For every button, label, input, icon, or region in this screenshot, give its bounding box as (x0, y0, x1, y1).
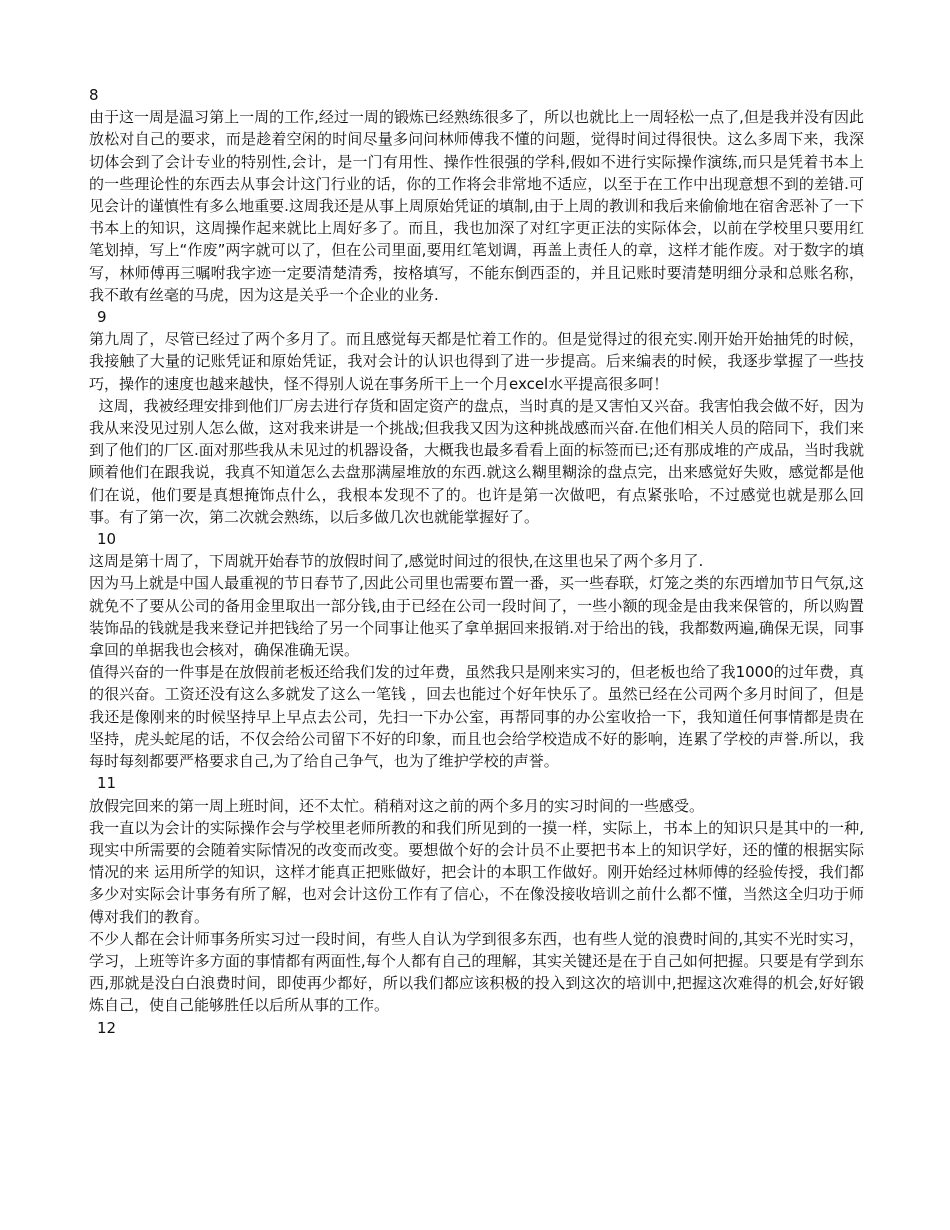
section-number: 12 (97, 1018, 117, 1037)
paragraph: 放假完回来的第一周上班时间，还不太忙。稍稍对这之前的两个多月的实习时间的一些感受。 (89, 796, 705, 815)
paragraph: 我一直以为会计的实际操作会与学校里老师所教的和我们所见到的一摸一样，实际上，书本上的知识只是其中的一种,现实中所需要的会随着实际情况的改变而改变。要想做个好的会计员不止要把书本上的知识学好，还的懂的根据实际情况的来 运用所学的知识，这样才能真正把账做好，把会计的本职工作做好。刚开始经过林师傅的经验传授，我们都多少对实际会计事务有所了解，也对会计这份工作有了信心，不在像没接收培训之前什么都不懂，当然这全归功于师傅对我们的教育。 (89, 818, 864, 926)
paragraph: 第九周了，尽管已经过了两个多月了。而且感觉每天都是忙着工作的。但是觉得过的很充实.刚开始开始抽凭的时候，我接触了大量的记账凭证和原始凭证，我对会计的认识也得到了进一步提高。后来编表的时候，我逐步掌握了一些技巧，操作的速度也越来越快，怪不得别人说在事务所干上一个月excel水平提高很多呵！ (89, 330, 864, 393)
paragraph: 因为马上就是中国人最重视的节日春节了,因此公司里也需要布置一番，买一些春联，灯笼之类的东西增加节日气氛,这就免不了要从公司的备用金里取出一部分钱,由于已经在公司一段时间了，一些小额的现金是由我来保管的，所以购置装饰品的钱就是我来登记并把钱给了另一个同事让他买了拿单据回来报销.对于给出的钱，我都数两遍,确保无误，同事拿回的单据我也会核对，确保准确无误。 (89, 574, 864, 660)
section-number: 8 (89, 86, 99, 104)
paragraph: 值得兴奋的一件事是在放假前老板还给我们发的过年费，虽然我只是刚来实习的，但老板也给了我1000的过年费，真的很兴奋。工资还没有这么多就发了这么一笔钱 ，回去也能过个好年快乐了。虽然已经在公司两个多月时间了，但是我还是像刚来的时候坚持早上早点去公司，先扫一下办公室，再帮同事的办公室收拾一下，我知道任何事情都是贵在坚持，虎头蛇尾的话，不仅会给公司留下不好的印象，而且也会给学校造成不好的影响，连累了学校的声誉.所以，我每时每刻都要严格要求自己,为了给自己争气，也为了维护学校的声誉。 (89, 663, 864, 771)
paragraph: 不少人都在会计师事务所实习过一段时间，有些人自认为学到很多东西，也有些人觉的浪费时间的,其实不光时实习，学习，上班等许多方面的事情都有两面性,每个人都有自己的理解，其实关键还是在于自己如何把握。只要是有学到东西,那就是没白白浪费时间，即使再少都好，所以我们都应该积极的投入到这次的培训中,把握这次难得的机会,好好锻炼自己，使自己能够胜任以后所从事的工作。 (89, 929, 864, 1015)
section-number: 9 (97, 308, 107, 327)
paragraph: 这周是第十周了，下周就开始春节的放假时间了,感觉时间过的很快,在这里也呆了两个多月了. (89, 552, 704, 571)
section-number: 10 (97, 530, 117, 549)
section-number: 11 (97, 774, 117, 793)
paragraph: 由于这一周是温习第上一周的工作,经过一周的锻炼已经熟练很多了，所以也就比上一周轻松一点了,但是我并没有因此放松对自己的要求，而是趁着空闲的时间尽量多问问林师傅我不懂的问题，觉得时间过得很快。这么多周下来，我深切体会到了会计专业的特别性,会计，是一门有用性、操作性很强的学科,假如不进行实际操作演练,而只是凭着书本上的一些理论性的东西去从事会计这门行业的话，你的工作将会非常地不适应，以至于在工作中出现意想不到的差错.可见会计的谨慎性有多么地重要.这周我还是从事上周原始凭证的填制,由于上周的教训和我后来偷偷地在宿舍恶补了一下书本上的知识，这周操作起来就比上周好多了。而且，我也加深了对红字更正法的实际体会，以前在学校里只要用红笔划掉，写上“作废”两字就可以了，但在公司里面,要用红笔划调，再盖上责任人的章，这样才能作废。对于数字的填写，林师傅再三嘱咐我字迹一定要清楚清秀，按格填写，不能东倒西歪的，并且记账时要清楚明细分录和总账名称，我不敢有丝毫的马虎，因为这是关乎一个企业的业务. (89, 108, 864, 304)
document-page (89, 84, 864, 1039)
paragraph: 这周，我被经理安排到他们厂房去进行存货和固定资产的盘点，当时真的是又害怕又兴奋。我害怕我会做不好，因为我从来没见过别人怎么做，这对我来讲是一个挑战;但我我又因为这种挑战感而兴奋.在他们相关人员的陪同下，我们来到了他们的厂区.面对那些我从未见过的机器设备，大概我也最多看看上面的标签而已;还有那成堆的产成品，当时我就顾着他们在跟我说，我真不知道怎么去盘那满屋堆放的东西.就这么糊里糊涂的盘点完，出来感觉好失败，感觉都是他们在说，他们要是真想掩饰点什么，我根本发现不了的。也许是第一次做吧，有点紧张哈，不过感觉也就是那么回事。有了第一次，第二次就会熟练，以后多做几次也就能掌握好了。 (89, 396, 864, 526)
